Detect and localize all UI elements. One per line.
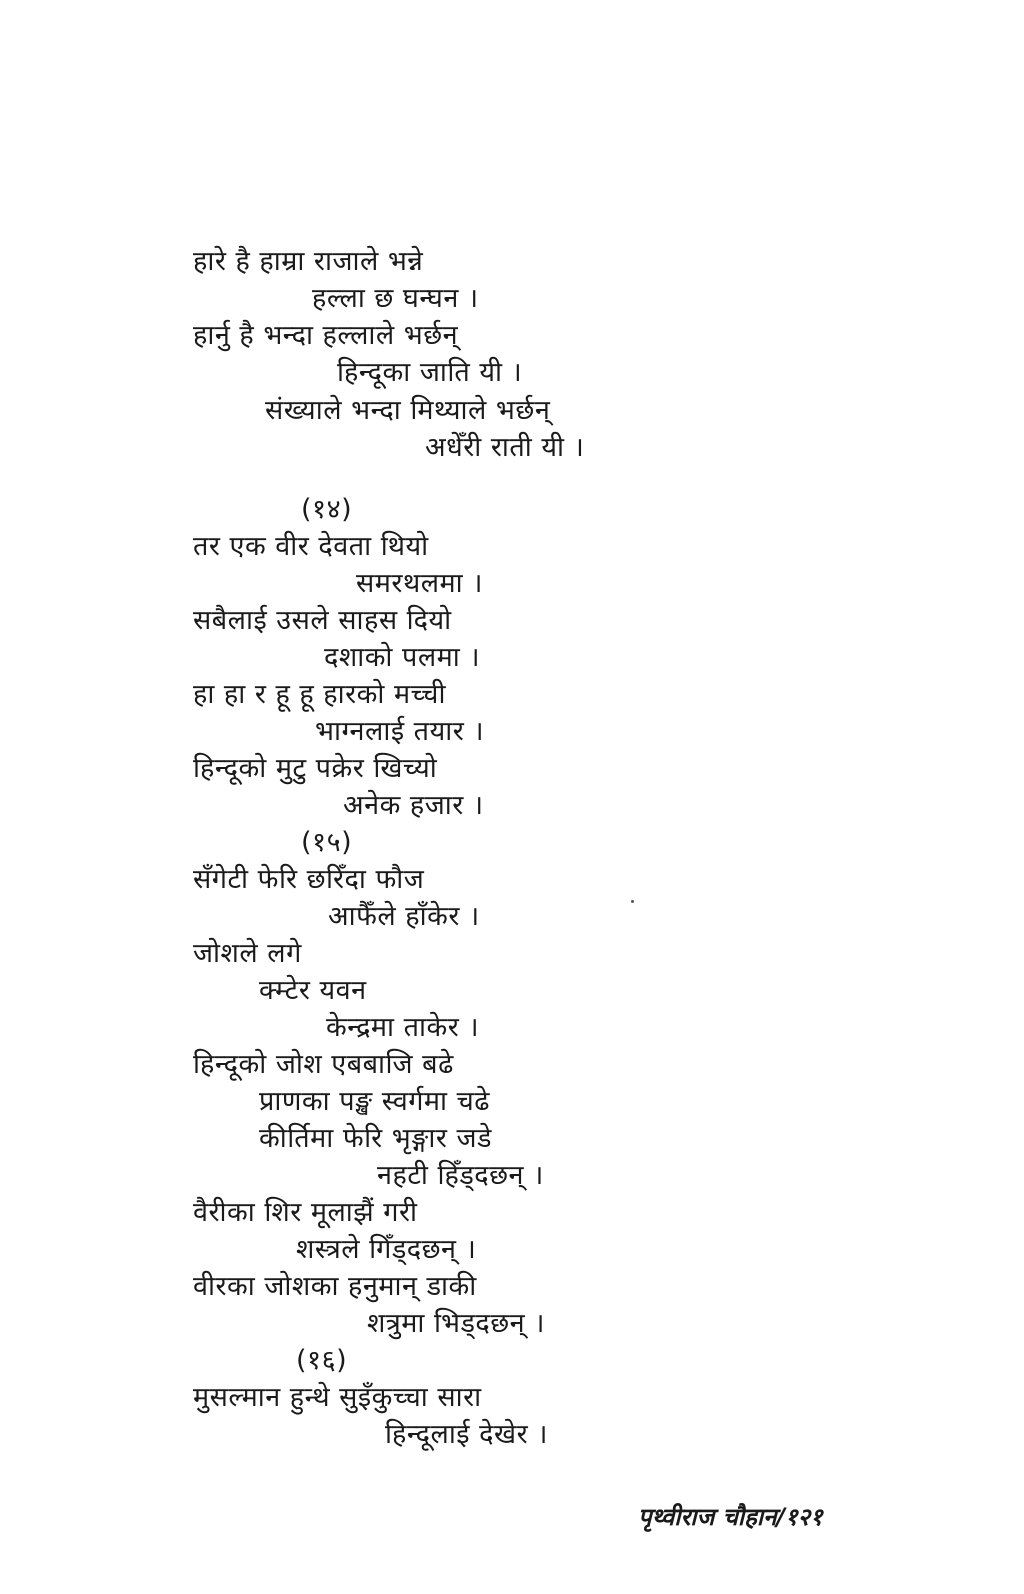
verse-line: समरथलमा । [356, 568, 483, 599]
verse-line: क्म्टेर यवन [259, 975, 367, 1006]
verse-line: सँगेटी फेरि छरिँदा फौज [193, 864, 425, 895]
verse-line: अधेँरी राती यी । [425, 432, 585, 463]
verse-line: वीरका जोशका हनुमान् डाकी [193, 1271, 477, 1302]
verse-line: जोशले लगे [193, 938, 302, 969]
verse-line: केन्द्रमा ताकेर । [326, 1012, 480, 1043]
verse-line: सबैलाई उसले साहस दियो [193, 605, 452, 636]
verse-line: शस्त्रले गिँड्दछन् । [296, 1234, 477, 1265]
verse-line: हा हा र हू हू हारको मच्ची [193, 679, 446, 710]
stanza-number: (१४) [301, 494, 353, 525]
verse-line: हिन्दूका जाति यी । [337, 357, 523, 388]
verse-line: दशाको पलमा । [324, 642, 481, 673]
verse-line: नहटी हिँड्दछन् । [377, 1160, 544, 1191]
scan-speck [631, 900, 634, 903]
stanza-number: (१६) [296, 1345, 348, 1376]
stanza-number: (१५) [301, 827, 353, 858]
verse-line: हिन्दूलाई देखेर । [385, 1419, 548, 1450]
verse-line: शत्रुमा भिड्दछन् । [367, 1308, 545, 1339]
verse-line: मुसल्मान हुन्थे सुइँकुच्चा सारा [193, 1382, 482, 1413]
page-footer: पृथ्वीराज चौहान/१२१ [638, 1503, 823, 1531]
verse-line: हल्ला छ घन्घन । [312, 283, 479, 314]
verse-line: संख्याले भन्दा मिथ्याले भर्छन् [265, 395, 551, 426]
verse-line: प्राणका पङ्ख स्वर्गमा चढे [259, 1086, 490, 1117]
verse-line: हिन्दूको जोश एबबाजि बढे [193, 1049, 454, 1080]
verse-line: हार्नु है भन्दा हल्लाले भर्छन् [193, 320, 459, 351]
verse-line: वैरीका शिर मूलाझैं गरी [193, 1197, 418, 1228]
verse-line: तर एक वीर देवता थियो [193, 531, 429, 562]
verse-line: अनेक हजार । [343, 790, 484, 821]
verse-line: हिन्दूको मुटु पक्रेर खिच्यो [193, 753, 438, 784]
verse-line: भाग्नलाई तयार । [315, 716, 485, 747]
verse-line: आफैँले हाँकेर । [328, 901, 480, 932]
verse-line: कीर्तिमा फेरि भृङ्गार जडे [259, 1123, 492, 1154]
verse-line: हारे है हाम्रा राजाले भन्ने [193, 246, 424, 277]
